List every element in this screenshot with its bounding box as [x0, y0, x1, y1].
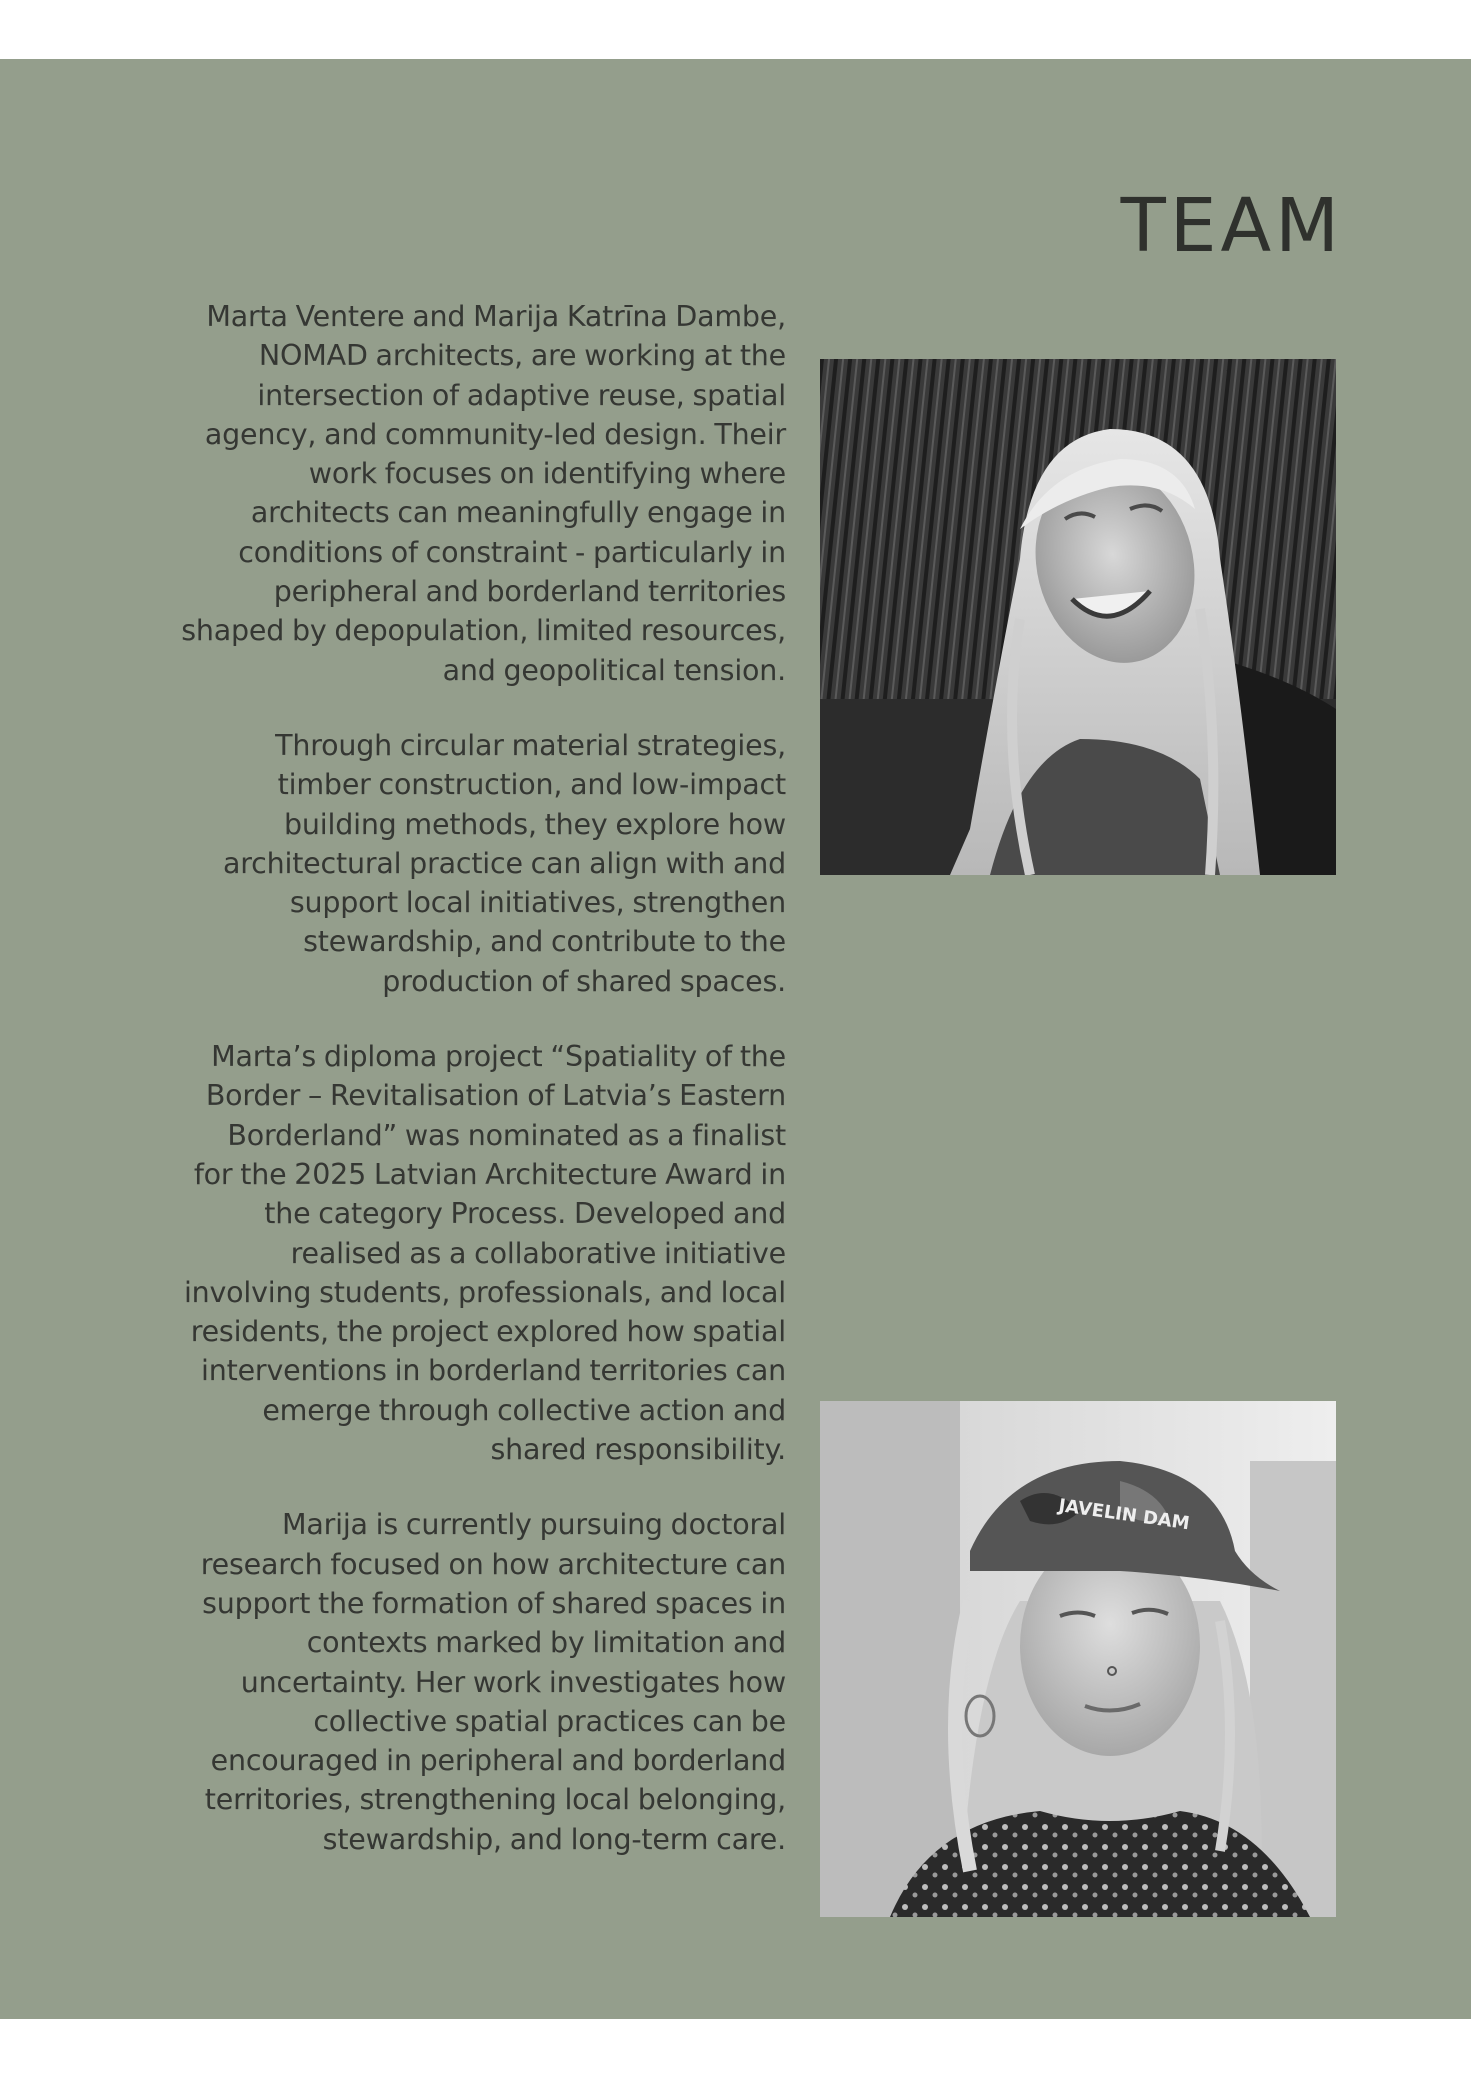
text-line: shared responsibility.	[490, 1433, 786, 1467]
text-line: realised as a collaborative initiative	[290, 1236, 786, 1270]
text-line: for the 2025 Latvian Architecture Award in	[193, 1157, 786, 1191]
text-line: Border – Revitalisation of Latvia’s Eastern	[205, 1079, 786, 1113]
text-line: NOMAD architects, are working at the	[258, 339, 786, 373]
text-line: the category Process. Developed and	[264, 1197, 786, 1231]
portrait-photo-marija	[820, 1401, 1336, 1917]
text-line: support local initiatives, strengthen	[289, 886, 786, 920]
text-line: uncertainty. Her work investigates how	[240, 1665, 786, 1699]
text-line: shaped by depopulation, limited resources,	[181, 614, 786, 648]
team-text-column	[130, 297, 786, 1895]
text-line: support the formation of shared spaces in	[202, 1586, 786, 1620]
text-line: Through circular material strategies,	[275, 728, 786, 762]
paragraph-intro	[130, 297, 786, 690]
text-line: Borderland” was nominated as a finalist	[227, 1118, 786, 1152]
text-line: emerge through collective action and	[262, 1393, 786, 1427]
text-line: collective spatial practices can be	[313, 1704, 786, 1738]
text-line: production of shared spaces.	[382, 964, 786, 998]
page-panel	[0, 59, 1471, 2019]
text-line: involving students, professionals, and local	[183, 1275, 786, 1309]
portrait-photo-icon	[820, 1401, 1336, 1917]
text-line: encouraged in peripheral and borderland	[210, 1744, 786, 1778]
text-line: residents, the project explored how spatial	[190, 1315, 786, 1349]
text-line: stewardship, and long-term care.	[322, 1822, 786, 1856]
text-line: building methods, they explore how	[284, 807, 786, 841]
text-line: and geopolitical tension.	[442, 653, 786, 687]
text-line: stewardship, and contribute to the	[303, 925, 786, 959]
text-line: agency, and community-led design. Their	[204, 417, 786, 451]
text-line: research focused on how architecture can	[200, 1547, 786, 1581]
text-line: intersection of adaptive reuse, spatial	[257, 378, 786, 412]
page-title: TEAM	[1120, 183, 1343, 269]
text-line: timber construction, and low-impact	[277, 768, 786, 802]
text-line: Marta Ventere and Marija Katrīna Dambe,	[206, 300, 786, 333]
text-line: interventions in borderland territories can	[201, 1354, 786, 1388]
text-line: work focuses on identifying where	[308, 457, 786, 491]
cap-lettering: JAVELIN DAM	[1057, 1495, 1191, 1535]
paragraph-marija	[130, 1505, 786, 1859]
text-line: peripheral and borderland territories	[273, 575, 786, 609]
portrait-photo-marta	[820, 359, 1336, 875]
paragraph-marta	[130, 1037, 786, 1469]
text-line: contexts marked by limitation and	[306, 1626, 786, 1660]
paragraph-methods	[130, 726, 786, 1001]
text-line: conditions of constraint - particularly in	[238, 535, 786, 569]
text-line: Marija is currently pursuing doctoral	[281, 1508, 786, 1542]
text-line: architects can meaningfully engage in	[250, 496, 786, 530]
portrait-photo-icon	[820, 359, 1336, 875]
text-line: territories, strengthening local belonging,	[204, 1783, 786, 1817]
text-line: architectural practice can align with and	[223, 846, 786, 880]
text-line: Marta’s diploma project “Spatiality of the	[211, 1040, 786, 1074]
